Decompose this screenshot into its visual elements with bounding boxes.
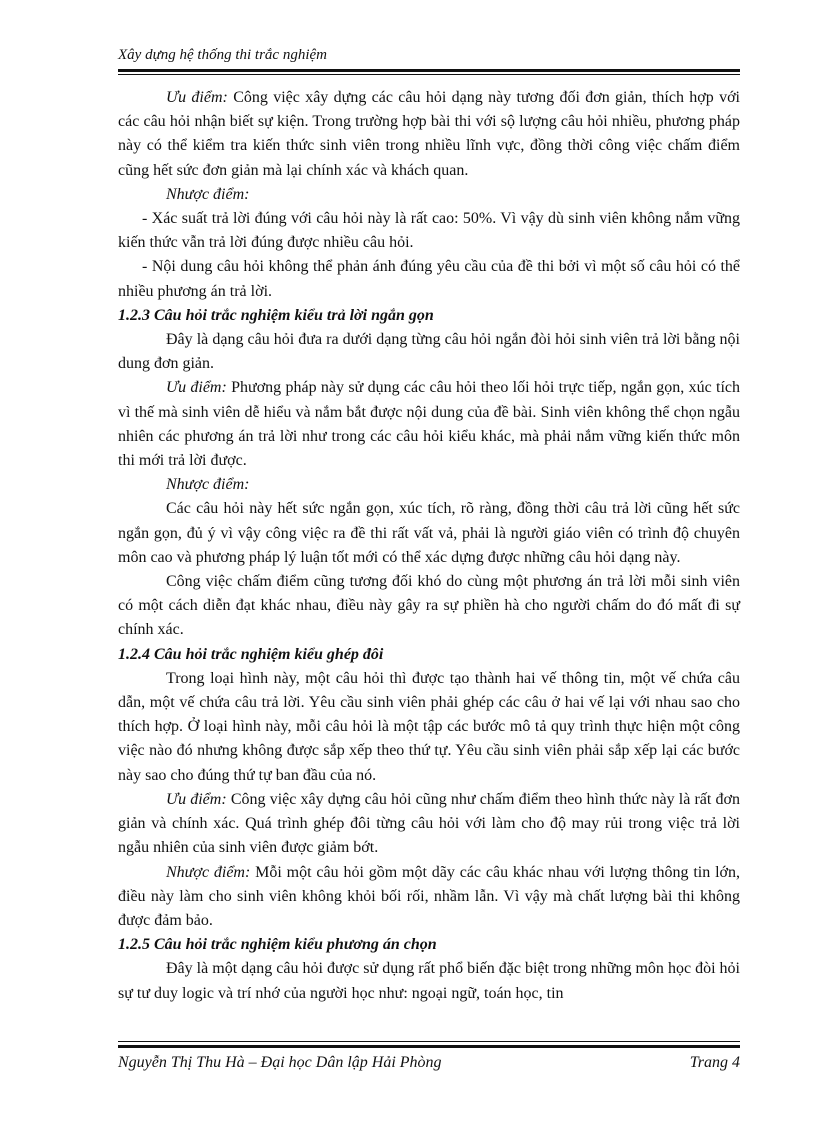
footer-line: [118, 1054, 740, 1072]
footer-author: Nguyễn Thị Thu Hà – Đại học Dân lập Hải Phòng: [118, 1054, 442, 1071]
paragraph-text: Công việc xây dựng các câu hỏi dạng này tương đối đơn giản, thích hợp với các câu hỏi nhận biết sự kiện. Trong trường hợp bài thi với sộ lượng câu hỏi nhiều, phương pháp này có thể kiểm tra kiến thức sinh viên trong nhiều lĩnh vực, đồng thời công việc chấm điểm cũng hết sức đơn giản mà lại chính xác và khách quan.: [118, 89, 740, 179]
paragraph: [118, 861, 740, 934]
advantage-label: Ưu điểm:: [166, 790, 227, 808]
disadvantage-label: Nhược điểm:: [166, 476, 250, 494]
footer-rule-thin: [118, 1041, 740, 1042]
advantage-label: Ưu điểm:: [166, 379, 227, 397]
paragraph: Trong loại hình này, một câu hỏi thì được tạo thành hai vế thông tin, một vế chứa câu dẫn, một vế chứa câu trả lời. Yêu cầu sinh viên phải ghép các câu ở hai vế lại với nhau sao cho thích hợp. Ở loại hình này, mỗi câu hỏi là một tập các bước mô tả quy trình thực hiện một công việc nào đó nhưng không được sắp xếp theo thứ tự. Yêu cầu sinh viên phải sắp xếp lại các bước này sao cho đúng thứ tự ban đầu của nó.: [118, 669, 740, 784]
paragraph: Các câu hỏi này hết sức ngắn gọn, xúc tích, rõ ràng, đồng thời câu trả lời cũng hết sức ngắn gọn, đủ ý vì vậy công việc ra đề thi rất vất vả, phải là người giáo viên có trình độ chuyên môn cao và phương pháp lý luận tốt mới có thể xác dựng được những câu hỏi dạng này.: [118, 500, 740, 566]
header-rule-thin: [118, 74, 740, 75]
page-number: Trang 4: [689, 1054, 740, 1071]
disadvantage-label: Nhược điểm:: [166, 185, 250, 203]
paragraph: Công việc chấm điểm cũng tương đối khó do cùng một phương án trả lời mỗi sinh viên có một cách diễn đạt khác nhau, điều này gây ra sự phiền hà cho người chấm do đó mất đi sự chính xác.: [118, 573, 740, 639]
header-rule-thick: [118, 69, 740, 72]
section-heading: 1.2.3 Câu hỏi trắc nghiệm kiểu trả lời ngắn gọn: [118, 306, 434, 324]
paragraph: [118, 183, 740, 207]
document-body: [118, 86, 740, 1006]
footer-rule-thick: [118, 1045, 740, 1048]
paragraph: [118, 376, 740, 473]
paragraph: [118, 788, 740, 861]
bullet-paragraph: - Nội dung câu hỏi không thể phản ánh đúng yêu cầu của đề thi bởi vì một số câu hỏi có thể nhiều phương án trả lời.: [118, 258, 740, 300]
paragraph-text: Phương pháp này sử dụng các câu hỏi theo lối hỏi trực tiếp, ngắn gọn, xúc tích vì thế mà sinh viên dễ hiểu và nắm bắt được nội dung của đề bài. Sinh viên không thể chọn ngẫu nhiên các phương án trả lời như trong các câu hỏi kiểu khác, mà phải nắm vững kiến thức môn thi mới trả lời được.: [118, 379, 741, 470]
paragraph: [118, 473, 740, 497]
header-title: Xây dựng hệ thống thi trắc nghiệm: [118, 47, 327, 63]
paragraph: Đây là một dạng câu hỏi được sử dụng rất phổ biến đặc biệt trong những môn học đòi hỏi sự tư duy logic và trí nhớ của người học như: ngoại ngữ, toán học, tin: [118, 960, 740, 1002]
section-heading: 1.2.4 Câu hỏi trắc nghiệm kiểu ghép đôi: [118, 645, 384, 663]
paragraph-text: Công việc xây dựng câu hỏi cũng như chấm điểm theo hình thức này là rất đơn giản và chính xác. Quá trình ghép đôi từng câu hỏi với làm cho độ may rủi trong việc trả lời ngẫu nhiên của sinh viên được giảm bớt.: [118, 790, 740, 857]
section-heading: 1.2.5 Câu hỏi trắc nghiệm kiểu phương án chọn: [118, 936, 437, 954]
bullet-paragraph: - Xác suất trả lời đúng với câu hỏi này là rất cao: 50%. Vì vậy dù sinh viên không nắm vững kiến thức vẫn trả lời đúng được nhiều câu hỏi.: [118, 210, 740, 252]
paragraph: Đây là dạng câu hỏi đưa ra dưới dạng từng câu hỏi ngắn đòi hỏi sinh viên trả lời bằng nội dung đơn giản.: [118, 331, 740, 373]
advantage-label: Ưu điểm:: [166, 89, 228, 106]
paragraph-text: Mỗi một câu hỏi gồm một dãy các câu khác nhau với lượng thông tin lớn, điều này làm cho sinh viên không khỏi bối rối, nhầm lẫn. Vì vậy mà chất lượng bài thi không được đảm bảo.: [118, 863, 740, 929]
disadvantage-label: Nhược điểm:: [166, 863, 251, 881]
paragraph: [118, 86, 740, 183]
